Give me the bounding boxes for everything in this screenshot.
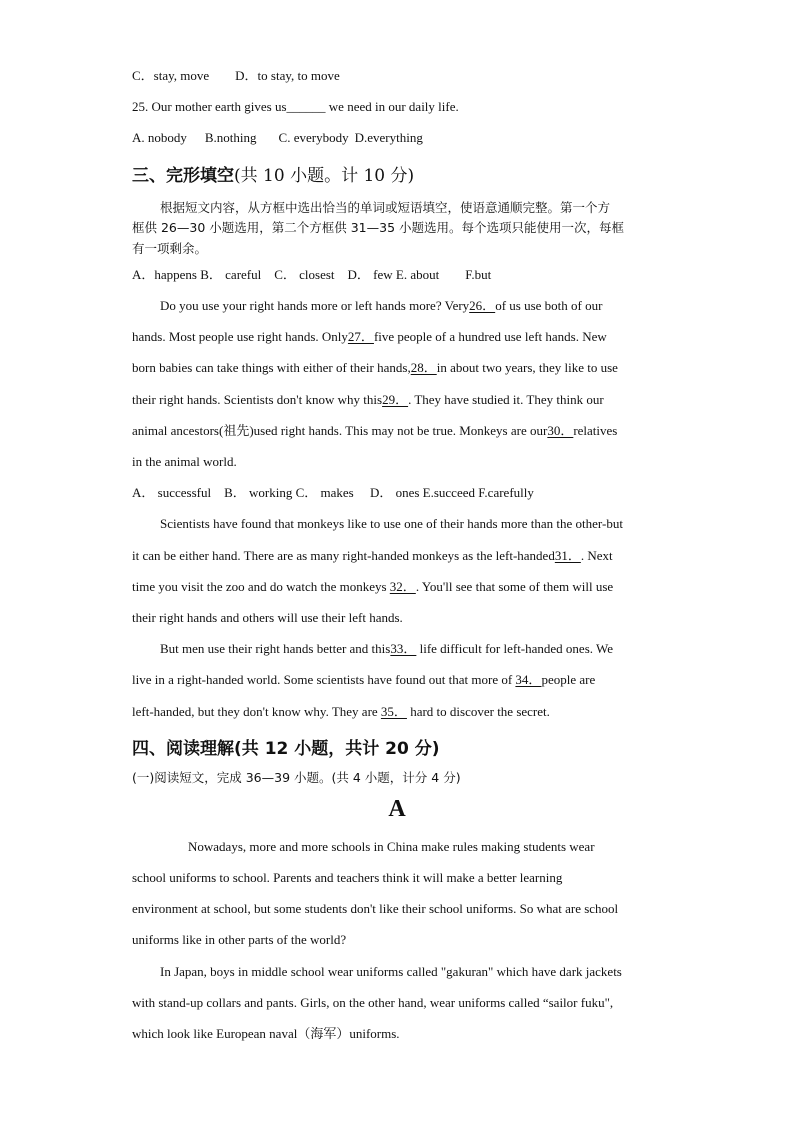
blank-34: 34． [515, 672, 542, 687]
q25-stem: 25. Our mother earth gives us______ we need in our daily life. [132, 99, 459, 114]
cloze-p2-line4: their right hands and others will use their left hands. [132, 610, 403, 625]
q25-option-b: B.nothing [204, 130, 257, 145]
section3-instructions-line1: 根据短文内容，从方框中选出恰当的单词或短语填空，使语意通顺完整。第一个方 [160, 200, 611, 215]
passage-title: A [388, 796, 406, 822]
cloze-p1-line5: animal ancestors(祖先)used right hands. This may not be true. Monkeys are our30．relatives [132, 423, 618, 438]
reading-p2-line3: which look like European naval（海军）uniforms. [132, 1026, 400, 1041]
cloze-p3-line1: But men use their right hands better and this33． life difficult for left-handed ones. We [160, 641, 614, 656]
blank-26: 26． [469, 298, 496, 313]
cloze-p1-line3: born babies can take things with either of their hands,28．in about two years, they like to use [132, 360, 618, 375]
blank-28: 28． [410, 360, 437, 375]
cloze-p3-line2: live in a right-handed world. Some scientists have found out that more of 34．people are [132, 672, 596, 687]
blank-33: 33． [390, 641, 417, 656]
reading-p1-line2: school uniforms to school. Parents and teachers think it will make a better learning [132, 870, 563, 885]
q25-blank: ______ [286, 99, 326, 114]
cloze-p2-line3: time you visit the zoo and do watch the monkeys 32．. You'll see that some of them will use [132, 579, 614, 594]
blank-29: 29． [382, 392, 409, 407]
reading-p1-line3: environment at school, but some students don't like their school uniforms. So what are school [132, 901, 619, 916]
cloze-p1-line4: their right hands. Scientists don't know why this29．. They have studied it. They think our [132, 392, 604, 407]
q24-option-c: C．stay, move [132, 68, 210, 83]
q25-option-d: D.everything [354, 130, 423, 145]
blank-31: 31． [554, 548, 581, 563]
word-box-2: A． successful B． working C． makes D． ones E.succeed F.carefully [132, 485, 534, 500]
q25-option-a: A. nobody [132, 130, 187, 145]
reading-p1-line4: uniforms like in other parts of the world? [132, 932, 347, 947]
blank-32: 32． [389, 579, 416, 594]
cloze-p1-line1: Do you use your right hands more or left hands more? Very26．of us use both of our [160, 298, 603, 313]
q25-option-c: C. everybody [278, 130, 349, 145]
cloze-p3-line3: left-handed, but they don't know why. They are 35． hard to discover the secret. [132, 704, 550, 719]
cloze-p1-line6: in the animal world. [132, 454, 237, 469]
section3-instructions-line3: 有一项剩余。 [132, 241, 208, 256]
cloze-p2-line2: it can be either hand. There are as many right-handed monkeys as the left-handed31．. Next [132, 548, 613, 563]
q24-options [132, 67, 340, 85]
blank-27: 27． [347, 329, 374, 344]
reading-p1-line1: Nowadays, more and more schools in China make rules making students wear [188, 839, 595, 854]
section3-instructions-line2: 框供 26—30 小题选用，第二个方框供 31—35 小题选用。每个选项只能使用一次，每框 [132, 220, 625, 235]
q25-options [132, 129, 423, 147]
section4-heading: 四、阅读理解(共 12 小题，共计 20 分) [132, 739, 440, 759]
section4-subheading: (一)阅读短文，完成 36—39 小题。(共 4 小题，计分 4 分) [132, 770, 461, 785]
q24-option-d: D．to stay, to move [235, 68, 340, 83]
blank-35: 35． [380, 704, 407, 719]
reading-p2-line1: In Japan, boys in middle school wear uniforms called "gakuran" which have dark jackets [160, 964, 622, 979]
reading-p2-line2: with stand-up collars and pants. Girls, on the other hand, wear uniforms called “sailor fuku", [132, 995, 614, 1010]
cloze-p2-line1: Scientists have found that monkeys like to use one of their hands more than the other-but [160, 516, 623, 531]
cloze-p1-line2: hands. Most people use right hands. Only27．five people of a hundred use left hands. New [132, 329, 607, 344]
blank-30: 30． [547, 423, 574, 438]
word-box-1: A．happens B． careful C． closest D． few E. about F.but [132, 267, 492, 282]
section3-heading: 三、完形填空(共 10 小题。计 10 分) [132, 166, 415, 186]
